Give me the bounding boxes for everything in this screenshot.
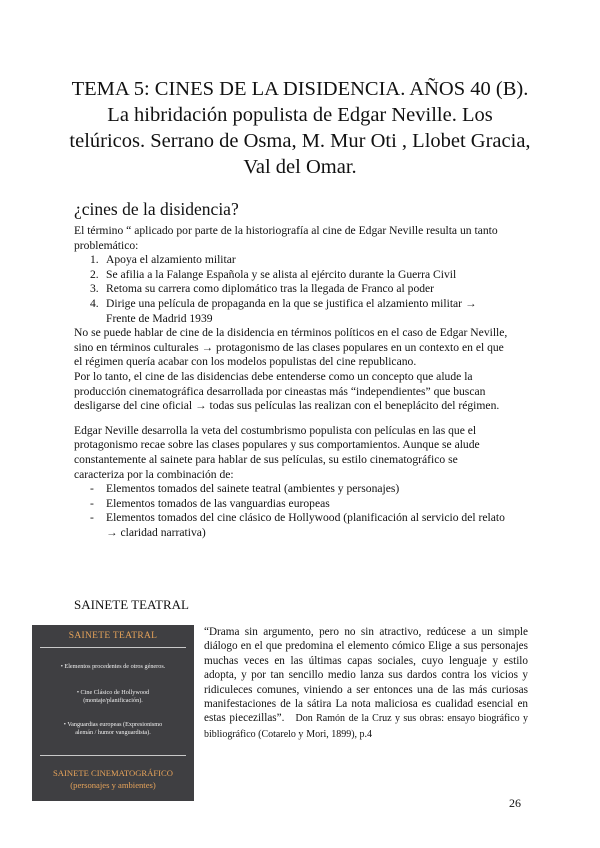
text-line: Edgar Neville desarrolla la veta del costumbrismo populista con películas en las que el <box>74 423 477 437</box>
quote-line: maliciosa es cualidad esencial en estas piecezillas”. <box>204 698 528 725</box>
title-line: telúricos. Serrano de Osma, M. Mur Oti , Llobet Gracia, <box>69 130 531 152</box>
list-number: 3. <box>90 282 99 296</box>
paragraph <box>74 424 526 482</box>
bullet-list <box>74 482 526 540</box>
title-line: Val del Omar. <box>243 156 357 178</box>
quote-line: lenguaje y estilo adopta, y por tan sencillo medio lanza sus dardos <box>204 654 528 682</box>
list-text: Retoma su carrera como diplomático tras la llegada de Franco al poder <box>106 282 435 296</box>
text-line: caracteriza por la combinación de: <box>74 467 234 481</box>
list-item <box>74 282 526 297</box>
quote-line: una de las más curiosas manifestaciones de la sátira La nota <box>204 683 529 711</box>
title-line: La hibridación populista de Edgar Neville. Los <box>107 104 493 126</box>
text-line: sino en términos culturales → protagonismo de las clases populares en un contexto en el que <box>74 340 504 354</box>
quote-line: contra los vicios y ridiculeces comunes, viniendo a ser entonces <box>204 669 529 696</box>
list-number: 4. <box>90 296 99 310</box>
slide-item: • Vanguardias europeas (Expresionismo <box>63 721 163 728</box>
list-text: Frente de Madrid 1939 <box>106 311 213 325</box>
slide-item: • Elementos procedentes de otros géneros. <box>60 663 166 670</box>
dash-bullet: - <box>90 511 94 525</box>
list-item <box>74 511 526 540</box>
list-item <box>74 297 526 326</box>
text-line: El término “ aplicado por parte de la historiografía al cine de Edgar Neville resulta un tanto <box>74 224 498 237</box>
list-number: 1. <box>90 253 99 267</box>
quote-line: simple diálogo en el que predomina el elemento cómico Elige a <box>204 626 529 653</box>
text-line: Por lo tanto, el cine de las disidencias debe entenderse como un concepto que alude la <box>74 369 473 383</box>
text-line: protagonismo recae sobre las clases populares y sus comportamientos. Aunque se alude <box>74 438 480 452</box>
slide-item: (montaje/planificación). <box>83 697 143 704</box>
text-line: No se puede hablar de cine de la disidencia en términos políticos en el caso de Edgar Neville, <box>74 326 508 340</box>
list-text: Elementos tomados del cine clásico de Hollywood (planificación al servicio del relato <box>106 511 505 525</box>
page-number: 26 <box>509 796 521 810</box>
list-text: Dirige una película de propaganda en la que se justifica el alzamiento militar → <box>106 296 477 310</box>
quote-line: sus personajes muchas veces en las últimas capas sociales, cuyo <box>204 640 529 667</box>
text-line: producción cinematográfica desarrollada por cineastas más “independientes” que buscan <box>74 384 486 398</box>
intro-paragraph <box>74 224 526 253</box>
list-item <box>74 497 526 512</box>
slide-divider <box>40 647 186 648</box>
slide-item: alemán / humor vanguardista). <box>75 729 151 736</box>
numbered-list <box>74 253 526 326</box>
text-line: problemático: <box>74 238 139 252</box>
paragraph <box>74 326 526 414</box>
list-text: → claridad narrativa) <box>106 525 206 539</box>
slide-title: SAINETE TEATRAL <box>68 631 158 641</box>
list-text: Apoya el alzamiento militar <box>106 253 236 267</box>
page-title <box>60 76 540 180</box>
dash-bullet: - <box>90 496 94 510</box>
slide-bottom-subtitle: (personajes y ambientes) <box>70 780 156 790</box>
title-line: TEMA 5: CINES DE LA DISIDENCIA. AÑOS 40 (B). <box>71 78 529 100</box>
list-number: 2. <box>90 267 99 281</box>
text-line: el régimen quería acabar con los modelos populistas del cine republicano. <box>74 355 417 369</box>
body-text <box>74 224 526 540</box>
quote-source: Don Ramón <box>295 713 346 725</box>
slide-divider <box>40 755 186 756</box>
list-text: Elementos tomados del sainete teatral (ambientes y personajes) <box>106 482 400 496</box>
text-line: desligarse del cine oficial → todas sus películas las realizan con el beneplácito del régimen. <box>74 399 500 413</box>
quote-source: de la Cruz y sus obras: ensayo biográfico y bibliográfico (Cotarelo y <box>204 713 529 740</box>
quote-block <box>204 625 528 742</box>
slide-bottom-title: SAINETE CINEMATOGRÁFICO <box>53 768 173 778</box>
slide-image <box>32 625 194 801</box>
slide-item: • Cine Clásico de Hollywood <box>76 689 150 696</box>
list-item <box>74 482 526 497</box>
quote-line: “Drama sin argumento, pero no sin atractivo, redúcese a un <box>204 626 493 638</box>
list-item <box>74 268 526 283</box>
subsection-heading: SAINETE TEATRAL <box>74 597 189 612</box>
list-item <box>74 253 526 268</box>
list-text: Elementos tomados de las vanguardias europeas <box>106 496 330 510</box>
dash-bullet: - <box>90 482 94 496</box>
section-heading: ¿cines de la disidencia? <box>74 199 239 219</box>
list-text: Se afilia a la Falange Española y se alista al ejército durante la Guerra Civil <box>106 267 457 281</box>
text-line: constantemente al sainete para hablar de sus películas, su estilo cinematográfico se <box>74 452 458 466</box>
quote-source: Mori, 1899), p.4 <box>306 728 373 740</box>
